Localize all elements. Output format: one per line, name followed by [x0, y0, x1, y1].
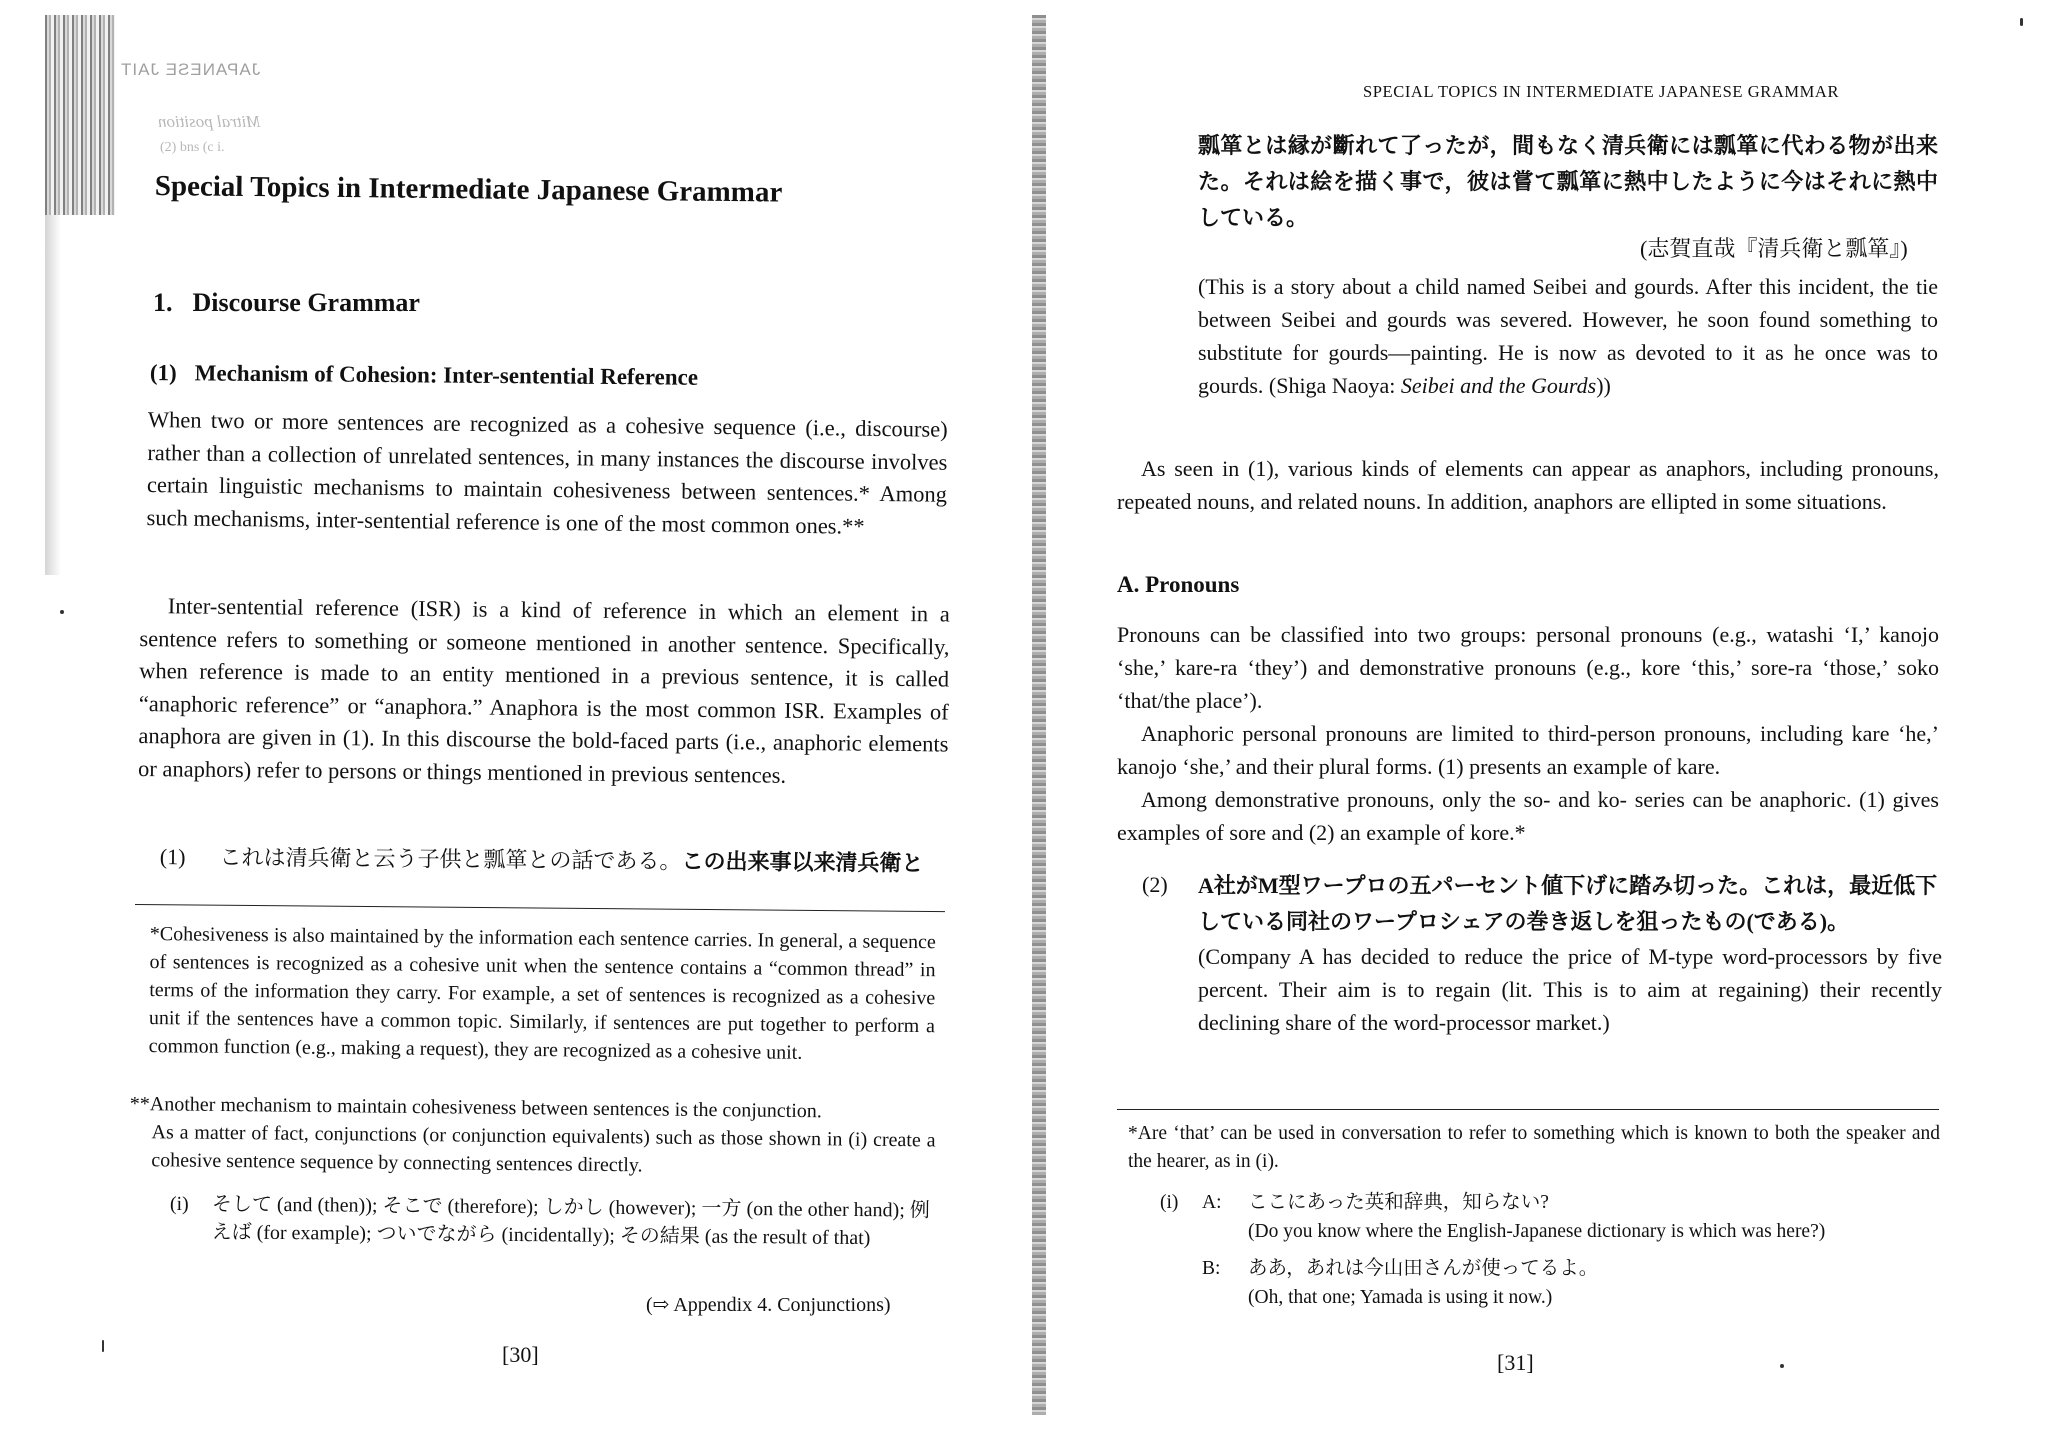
- paragraph-line: Among demonstrative pronouns, only the so- and ko- series can be anaphoric. (1) gives examples of sore and (2) an example of kore.*: [1117, 787, 1939, 845]
- subheading: A. Pronouns: [1117, 572, 1240, 597]
- example-number: (2): [1142, 872, 1168, 897]
- footnote-example-text: そして (and (then)); そこで (therefore); しかし (however); 一方 (on the other hand); 例えば (for example); ついでながら (incidentally); その結果 (as the result of that): [211, 1193, 930, 1250]
- chapter-title: Special Topics in Intermediate Japanese Grammar: [154, 170, 783, 209]
- scan-speck: [102, 1340, 104, 1352]
- paragraph: Inter-sentential reference (ISR) is a kind of reference in which an element in a sentence refers to something or someone mentioned in another sentence. Specifically, when reference is made to an entity mentioned in a previous sentence, it is called “anaphoric reference” or “anaphora.” Anaphora is the most common ISR. Examples of anaphora are given in (1). In this discourse the bold-faced parts (i.e., anaphoric elements or anaphors) refer to persons or things mentioned in previous sentences.: [138, 593, 950, 788]
- appendix-reference: (⇨ Appendix 4. Conjunctions): [646, 1294, 891, 1316]
- example-number: (1): [159, 843, 186, 870]
- scan-binding-shadow: [45, 215, 61, 575]
- page-number: [30]: [502, 1342, 539, 1367]
- example-text-bold: この出来事以来清兵衛と: [681, 848, 924, 876]
- bleed-through-text: (2) bns (c i.: [160, 140, 225, 155]
- page-number: [31]: [1497, 1350, 1534, 1375]
- scan-speck: [60, 610, 64, 614]
- running-head: SPECIAL TOPICS IN INTERMEDIATE JAPANESE GRAMMAR: [1363, 82, 1840, 101]
- scan-binding-shadow: [45, 15, 115, 215]
- paragraph: [1117, 717, 1939, 849]
- dialogue-translation: (Do you know where the English-Japanese dictionary is which was here?): [1248, 1221, 1826, 1242]
- dialogue-translation: (Oh, that one; Yamada is using it now.): [1248, 1287, 1553, 1308]
- dialogue-japanese: ああ，あれは今山田さんが使ってるよ。: [1248, 1258, 1599, 1279]
- work-title: Seibei and the Gourds: [1400, 373, 1597, 398]
- footnote-continuation: As a matter of fact, conjunctions (or conjunction equivalents) such as those shown in (i) create a cohesive sentence sequence by connecting sentences directly.: [151, 1121, 936, 1177]
- footnote: [129, 1090, 936, 1182]
- footnote-first-line: **Another mechanism to maintain cohesiveness between sentences is the conjunction.: [129, 1092, 822, 1123]
- bleed-through-text: JAPANESE JAIT: [120, 60, 261, 79]
- section-number: 1.: [153, 288, 173, 317]
- footnote-example-number: (i): [169, 1192, 189, 1216]
- footnote-example: [170, 1190, 930, 1253]
- footnote-rule: [135, 904, 945, 912]
- scan-speck: [2020, 18, 2023, 26]
- translation-text: (This is a story about a child named Seibei and gourds. After this incident, the tie between Seibei and gourds was severed. However, he soon found something to substitute for gourds—painting. He is now as devoted to it as he once was to gourds. (Shiga Naoya:: [1198, 274, 1938, 398]
- speaker-label: A:: [1202, 1192, 1222, 1213]
- scan-speck: [1780, 1364, 1784, 1368]
- bleed-through-text: Mitral position: [158, 112, 261, 131]
- footnote-dialogue: [1160, 1188, 1940, 1312]
- right-page: [1020, 0, 2048, 1434]
- example-text: これは清兵衛と云う子供と瓢箪との話である。: [219, 844, 682, 874]
- footnote-rule: [1117, 1109, 1939, 1110]
- paragraph-line: Anaphoric personal pronouns are limited to third-person pronouns, including kare ‘he,’ kanojo ‘she,’ and their plural forms. (1) presents an example of kare.: [1117, 721, 1939, 779]
- example-continuation-japanese: 瓢箪とは縁が斷れて了ったが，間もなく清兵衛には瓢箪に代わる物が出来た。それは絵を描く事で，彼は嘗て瓢箪に熱中したように今はそれに熱中している。: [1198, 133, 1938, 230]
- subsection-number: (1): [149, 360, 177, 386]
- paragraph: As seen in (1), various kinds of elements can appear as anaphors, including pronouns, repeated nouns, and related nouns. In addition, anaphors are ellipted in some situations.: [1117, 456, 1939, 514]
- example-japanese: A社がM型ワープロの五パーセント値下げに踏み切った。これは，最近低下している同社のワープロシェアの巻き返しを狙ったもの(である)。: [1198, 873, 1938, 934]
- footnote: *Are ‘that’ can be used in conversation to refer to something which is known to both the speaker and the hearer, as in (i).: [1128, 1123, 1940, 1172]
- example-sentence: [160, 840, 924, 878]
- example-translation: [1198, 270, 1938, 402]
- subsection-title: Mechanism of Cohesion: Inter-sentential Reference: [194, 360, 699, 390]
- section-title: Discourse Grammar: [192, 288, 420, 317]
- translation-close: )): [1596, 373, 1611, 398]
- footnote: *Cohesiveness is also maintained by the information each sentence carries. In general, a sequence of sentences is recognized as a cohesive unit when the sentence contains a “common thread” in terms of the information they carry. For example, a set of sentences is recognized as a cohesive unit if the sentences have a common topic. Similarly, if sentences are put together to perform a common function (e.g., making a request), they are recognized as a cohesive unit.: [148, 922, 936, 1064]
- scan-binding-shadow: [1032, 15, 1046, 1415]
- footnote-example-number: (i): [1160, 1192, 1179, 1213]
- example-block: [1142, 868, 1942, 1039]
- section-heading: [153, 288, 420, 318]
- paragraph: Pronouns can be classified into two groups: personal pronouns (e.g., watashi ‘I,’ kanojo ‘she,’ kare-ra ‘they’) and demonstrative pronouns (e.g., kore ‘this,’ sore-ra ‘those,’ soko ‘that/the place’).: [1117, 622, 1939, 713]
- dialogue-turn-a: [1160, 1188, 1940, 1246]
- paragraph: When two or more sentences are recognized as a cohesive sequence (i.e., discourse) rather than a collection of unrelated sentences, in many instances the discourse involves certain linguistic mechanisms to maintain cohesiveness between sentences.* Among such mechanisms, inter-sentential reference is one of the most common ones.**: [146, 406, 948, 539]
- dialogue-japanese: ここにあった英和辞典，知らない?: [1248, 1192, 1549, 1213]
- left-page: [0, 0, 1020, 1434]
- subsection-heading: [150, 360, 698, 391]
- speaker-label: B:: [1202, 1258, 1221, 1279]
- example-translation: (Company A has decided to reduce the price of M-type word-processors by five percent. Their aim is to regain (lit. This is to aim at regaining) their recently declining share of the word-processor market.): [1198, 944, 1942, 1035]
- dialogue-turn-b: [1160, 1254, 1940, 1312]
- example-attribution: (志賀直哉『清兵衛と瓢箪』): [1640, 236, 1908, 261]
